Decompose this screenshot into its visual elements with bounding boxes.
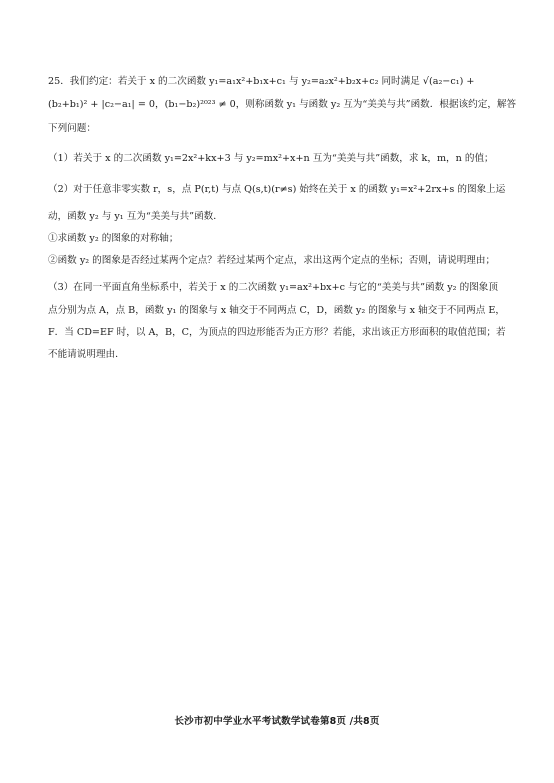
part-2-subquestion-2: ②函数 y₂ 的图象是否经过某两个定点？若经过某两个定点，求出这两个定点的坐标；否则，请说明理由； xyxy=(48,255,496,266)
part-3-line-4: 不能请说明理由． xyxy=(48,349,125,360)
part-1: （1）若关于 x 的二次函数 y₁=2x²+kx+3 与 y₂=mx²+x+n 互为“美美与共”函数，求 k，m，n 的值； xyxy=(48,153,494,164)
part-3-line-2: 点分别为点 A，点 B，函数 y₁ 的图象与 x 轴交于不同两点 C，D，函数 y₂ 的图象与 x 轴交于不同两点 E， xyxy=(48,305,505,316)
part-2-line-1: （2）对于任意非零实数 r，s，点 P(r,t) 与点 Q(s,t)(r≠s) 始终在关于 x 的函数 y₁=x²+2rx+s 的图象上运 xyxy=(48,184,506,195)
part-3-line-3: F．当 CD=EF 时，以 A，B，C，为顶点的四边形能否为正方形？若能，求出该正方形面积的取值范围；若 xyxy=(48,327,506,338)
question-stem-line-2: (b₂+b₁)² + |c₂−a₁| = 0，(b₁−b₂)²⁰²³ ≠ 0，则称函数 y₁ 与函数 y₂ 互为“美美与共”函数．根据该约定，解答 xyxy=(48,99,517,110)
question-stem-line-1: 25．我们约定：若关于 x 的二次函数 y₁=a₁x²+b₁x+c₁ 与 y₂=a₂x²+b₂x+c₂ 同时满足 √(a₂−c₁) + xyxy=(48,76,475,87)
part-2-line-2: 动，函数 y₂ 与 y₁ 互为“美美与共”函数． xyxy=(48,211,223,222)
part-3-line-1: （3）在同一平面直角坐标系中，若关于 x 的二次函数 y₁=ax²+bx+c 与它的“美美与共”函数 y₂ 的图象顶 xyxy=(48,282,498,293)
page-footer: 长沙市初中学业水平考试数学试卷第8页 /共8页 xyxy=(174,716,380,727)
question-stem-line-3: 下列问题： xyxy=(48,123,96,134)
part-2-subquestion-1: ①求函数 y₂ 的图象的对称轴； xyxy=(48,233,179,244)
